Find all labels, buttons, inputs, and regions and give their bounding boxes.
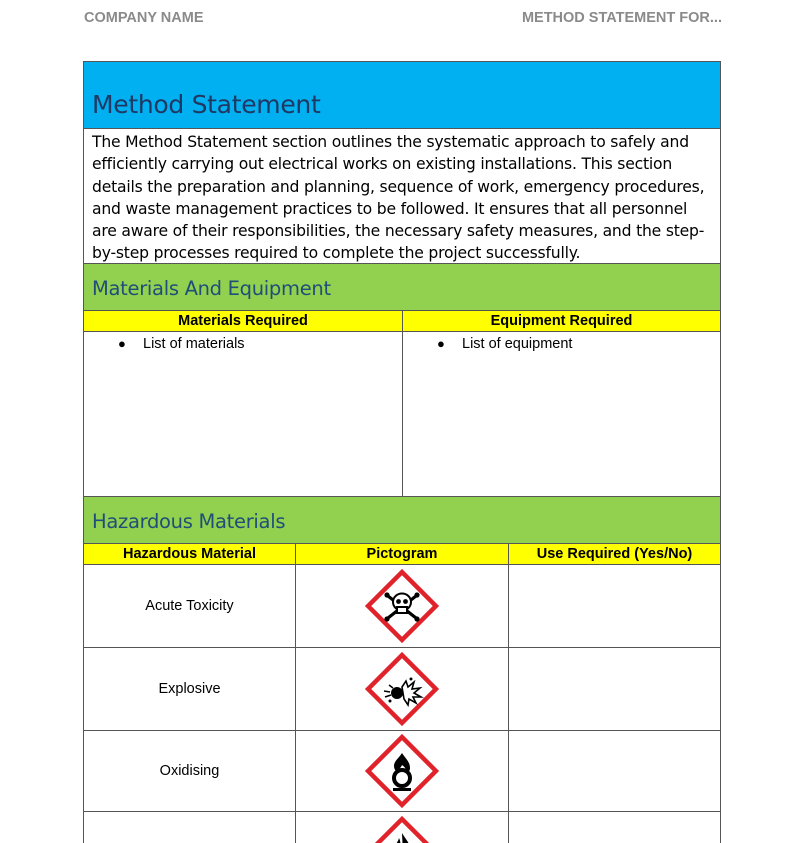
pictogram-heading: Pictogram — [296, 544, 509, 565]
hazard-name-cell[interactable] — [84, 731, 296, 812]
pictogram-cell — [296, 565, 509, 648]
list-item — [118, 334, 245, 354]
equipment-list-item: List of equipment — [462, 336, 573, 352]
materials-required-heading: Materials Required — [84, 311, 403, 332]
hazard-name: Explosive — [158, 681, 221, 697]
hazard-table-header — [84, 544, 720, 565]
method-statement-title: Method Statement — [92, 90, 321, 119]
hazard-name-cell[interactable] — [84, 648, 296, 731]
use-required-cell[interactable] — [509, 648, 720, 731]
table-row — [84, 731, 720, 812]
pictogram-cell — [296, 731, 509, 812]
use-required-cell[interactable] — [509, 731, 720, 812]
hazard-name-cell[interactable] — [84, 565, 296, 648]
use-required-cell[interactable] — [509, 565, 720, 648]
table-row — [84, 812, 720, 843]
list-item — [437, 334, 572, 354]
company-name: COMPANY NAME — [84, 10, 204, 26]
flame-over-circle-icon — [364, 733, 440, 809]
materials-table-body — [84, 332, 720, 497]
document-title: METHOD STATEMENT FOR... — [521, 10, 722, 26]
hazard-name-cell[interactable] — [84, 812, 296, 843]
pictogram-cell — [296, 648, 509, 731]
table-row — [84, 565, 720, 648]
hazardous-material-heading: Hazardous Material — [84, 544, 296, 565]
method-statement-document — [83, 61, 721, 843]
pictogram-cell — [296, 812, 509, 843]
materials-equipment-header — [84, 264, 720, 311]
equipment-list-cell[interactable] — [403, 332, 720, 497]
hazard-name: Acute Toxicity — [145, 598, 234, 614]
method-statement-intro[interactable]: The Method Statement section outlines the systematic approach to safely and efficiently carrying out electrical works on existing installations. This section details the preparation and planning, sequence of work, emergency procedures, and waste management practices to be followed. It ensures that all personnel are aware of their responsibilities, the necessary safety measures, and the step-by-step processes required to complete the project successfully. — [84, 129, 720, 264]
use-required-heading: Use Required (Yes/No) — [509, 544, 720, 565]
method-statement-header — [84, 61, 720, 129]
table-row — [84, 648, 720, 731]
exploding-bomb-icon — [364, 651, 440, 727]
hazardous-materials-header — [84, 497, 720, 544]
hazardous-materials-title: Hazardous Materials — [92, 510, 286, 533]
use-required-cell[interactable] — [509, 812, 720, 843]
materials-list-cell[interactable] — [84, 332, 403, 497]
bullet-icon: ● — [118, 336, 126, 351]
materials-equipment-title: Materials And Equipment — [92, 277, 331, 300]
hazard-name: Oxidising — [159, 763, 220, 779]
materials-table-header — [84, 311, 720, 332]
materials-list-item: List of materials — [143, 336, 245, 352]
bullet-icon: ● — [437, 336, 445, 351]
flame-icon — [364, 815, 440, 843]
equipment-required-heading: Equipment Required — [403, 311, 720, 332]
skull-crossbones-icon — [364, 568, 440, 644]
